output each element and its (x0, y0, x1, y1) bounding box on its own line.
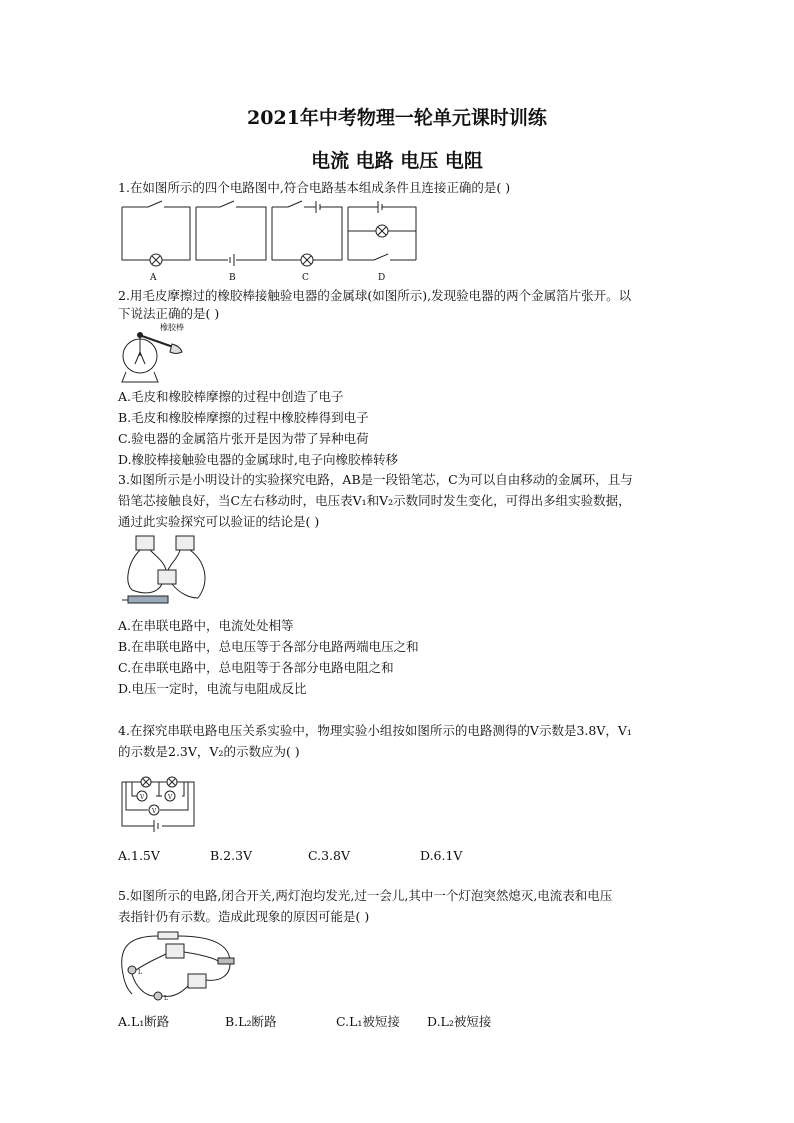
q2-figure-label: 橡胶棒 (160, 323, 184, 332)
q5-option-c: C.L₁被短接 (336, 1014, 400, 1029)
q1-figure (118, 198, 418, 288)
q4-stem-line2: 的示数是2.3V，V₂的示数应为( ) (118, 744, 300, 759)
q2-option-b: B.毛皮和橡胶棒摩擦的过程中橡胶棒得到电子 (118, 410, 369, 425)
q5-stem-line2: 表指针仍有示数。造成此现象的原因可能是( ) (118, 909, 370, 924)
q4-option-d: D.6.1V (420, 848, 463, 863)
circuit-a (122, 201, 190, 266)
q5-stem-line1: 5.如图所示的电路,闭合开关,两灯泡均发光,过一会儿,其中一个灯泡突然熄灭,电流表和电压 (118, 888, 613, 903)
svg-text:V: V (168, 794, 173, 801)
q4-options (118, 848, 478, 864)
svg-text:V: V (152, 808, 157, 815)
q2-option-a: A.毛皮和橡胶棒摩擦的过程中创造了电子 (118, 389, 344, 404)
q4-stem-line1: 4.在探究串联电路电压关系实验中，物理实验小组按如图所示的电路测得的V示数是3.8V，V₁ (118, 723, 632, 738)
q1-label-c: C (302, 273, 309, 283)
q2-stem-line1: 2.用毛皮摩擦过的橡胶棒接触验电器的金属球(如图所示),发现验电器的两个金属箔片张开。以 (118, 288, 632, 303)
q1-stem: 1.在如图所示的四个电路图中,符合电路基本组成条件且连接正确的是( ) (118, 180, 511, 195)
q5-figure-circuit (118, 928, 242, 1006)
q2-figure-electroscope (118, 322, 194, 384)
circuit-b (196, 201, 266, 266)
q3-stem-line2: 铅笔芯接触良好，当C左右移动时，电压表V₁和V₂示数同时发生变化，可得出多组实验数据， (118, 493, 631, 508)
page-title: 2021年中考物理一轮单元课时训练 (247, 107, 547, 129)
q3-option-c: C.在串联电路中，总电阻等于各部分电路电阻之和 (118, 660, 394, 675)
q3-option-b: B.在串联电路中，总电压等于各部分电路两端电压之和 (118, 639, 419, 654)
q4-figure-circuit (118, 770, 198, 832)
q3-figure-circuit (118, 532, 218, 612)
q5-option-d: D.L₂被短接 (427, 1014, 492, 1029)
q2-option-d: D.橡胶棒接触验电器的金属球时,电子向橡胶棒转移 (118, 452, 399, 467)
q1-label-a: A (150, 273, 157, 283)
q5-options (118, 1014, 518, 1030)
svg-text:L: L (164, 995, 168, 1002)
circuit-d (348, 201, 416, 260)
q3-stem-line1: 3.如图所示是小明设计的实验探究电路，AB是一段铅笔芯，C为可以自由移动的金属环，且与 (118, 472, 633, 487)
svg-text:V: V (140, 794, 145, 801)
q1-label-d: D (378, 273, 386, 283)
q3-stem-line3: 通过此实验探究可以验证的结论是( ) (118, 514, 320, 529)
svg-text:L: L (138, 969, 142, 976)
q4-option-c: C.3.8V (308, 848, 350, 863)
q5-option-a: A.L₁断路 (118, 1014, 170, 1029)
page-subtitle: 电流 电路 电压 电阻 (311, 150, 483, 172)
q5-option-b: B.L₂断路 (225, 1014, 277, 1029)
q3-option-a: A.在串联电路中，电流处处相等 (118, 618, 294, 633)
q4-option-b: B.2.3V (210, 848, 253, 863)
q4-option-a: A.1.5V (118, 848, 160, 863)
q3-option-d: D.电压一定时，电流与电阻成反比 (118, 681, 307, 696)
q1-label-b: B (229, 273, 236, 283)
circuit-c (272, 201, 342, 266)
q2-stem-line2: 下说法正确的是( ) (118, 306, 220, 321)
q2-option-c: C.验电器的金属箔片张开是因为带了异种电荷 (118, 431, 369, 446)
